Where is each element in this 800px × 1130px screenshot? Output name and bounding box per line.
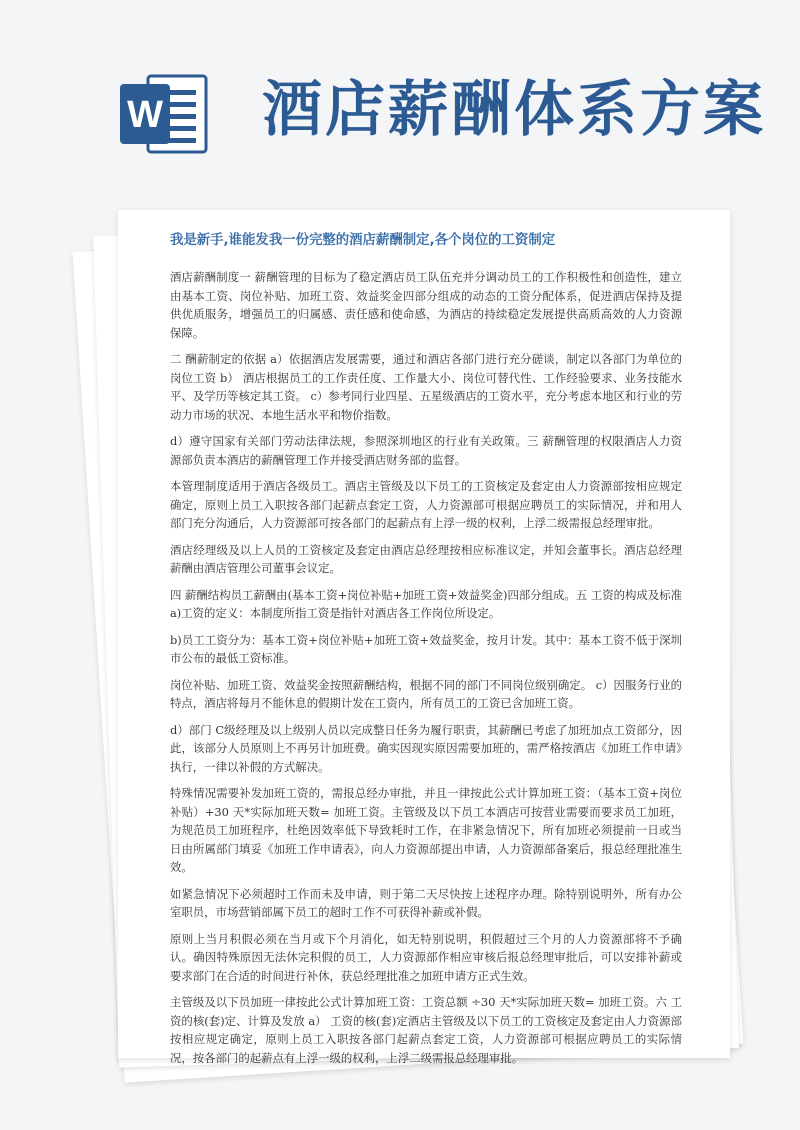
paragraph: 原则上当月积假必须在当月或下个月消化，如无特别说明，积假超过三个月的人力资源部将不予确认。确因特殊原因无法休完积假的员工，人力资源部作相应审核后报总经理审批后，可以安排补薪或要求部门在合适的时间进行补休，获总经理批准之加班申请方正式生效。 xyxy=(170,931,682,983)
paragraph: 本管理制度适用于酒店各级员工。酒店主管级及以下员工的工资核定及套定由人力资源部按相应规定确定，原则上员工入职按各部门起薪点套定工资，人力资源部可根据应聘员工的实际情况，并和用人部门充分沟通后，人力资源部可按各部门的起薪点有上浮一级的权利，上浮二级需报总经理审批。 xyxy=(170,479,682,530)
paragraph: 如紧急情况下必须超时工作而未及申请，则于第二天尽快按上述程序办理。除特别说明外，所有办公室职员，市场营销部属下员工的超时工作不可获得补薪或补假。 xyxy=(170,886,682,919)
document-page xyxy=(118,210,730,1065)
paragraph: d）遵守国家有关部门劳动法律法规，参照深圳地区的行业有关政策。三 薪酬管理的权限酒店人力资源部负责本酒店的薪酬管理工作并接受酒店财务部的监督。 xyxy=(170,434,682,467)
paragraph: 四 薪酬结构员工薪酬由(基本工资+岗位补贴+加班工资+效益奖金)四部分组成。五 工资的构成及标准 a)工资的定义：本制度所指工资是指针对酒店各工作岗位所设定。 xyxy=(170,587,682,620)
document-content xyxy=(170,230,682,1075)
header xyxy=(0,0,800,200)
word-document-icon xyxy=(118,72,210,156)
page-title: 酒店薪酬体系方案 xyxy=(262,75,766,145)
paragraph: 岗位补贴、加班工资、效益奖金按照薪酬结构，根据不同的部门不同岗位级别确定。 c）因服务行业的特点，酒店将每月不能休息的假期计发在工资内，所有员工的工资已含加班工资。 xyxy=(170,677,682,710)
word-icon-letter: W xyxy=(127,94,163,136)
paragraph: 特殊情况需要补发加班工资的，需报总经办审批，并且一律按此公式计算加班工资：（基本工资+岗位补贴）+30 天*实际加班天数= 加班工资。主管级及以下员工本酒店可按营业需要而要求员工加班，为规范员工加班程序，杜绝因效率低下导致耗时工作，在非紧急情况下，所有加班必须提前一日或当日由所属部门填妥《加班工作申请表》，向人力资源部提出申请，人力资源部备案后，报总经理批准生效。 xyxy=(170,786,682,874)
paragraph: d）部门 C级经理及以上级别人员以完成整日任务为履行职责，其薪酬已考虑了加班加点工资部分，因此，该部分人员原则上不再另计加班费。确实因现实原因需要加班的，需严格按酒店《加班工作申请》执行，一律以补假的方式解决。 xyxy=(170,722,682,774)
paragraph: 主管级及以下员加班一律按此公式计算加班工资：工资总额 ÷30 天*实际加班天数= 加班工资。六 工资的核(套)定、计算及发放 a） 工资的核(套)定酒店主管级及以下员工的工资核定及套定由人力资源部按相应规定确定，原则上员工入职按各部门起薪点套定工资，人力资源部可根据应聘员工的实际情况，按各部门的起薪点有上浮一级的权利，上浮二级需报总经理审批。 xyxy=(170,995,682,1065)
paragraph: 酒店经理级及以上人员的工资核定及套定由酒店总经理按相应标准议定，并知会董事长。酒店总经理薪酬由酒店管理公司董事会议定。 xyxy=(170,542,682,575)
paragraph: 二 酬薪制定的依据 a）依据酒店发展需要，通过和酒店各部门进行充分磋谈，制定以各部门为单位的岗位工资 b） 酒店根据员工的工作责任度、工作量大小、岗位可替代性、工作经验要求、业务技能水平、及学历等核定其工资。 c）参考同行业四星、五星级酒店的工资水平，充分考虑本地区和行业的劳动力市场的状况、本地生活水平和物价指数。 xyxy=(170,352,682,422)
question-title: 我是新手,谁能发我一份完整的酒店薪酬制定,各个岗位的工资制定 xyxy=(170,233,556,248)
paragraph: 酒店薪酬制度一 薪酬管理的目标为了稳定酒店员工队伍充并分调动员工的工作积极性和创造性，建立由基本工资、岗位补贴、加班工资、效益奖金四部分组成的动态的工资分配体系，促进酒店保持及提供优质服务，增强员工的归属感、责任感和使命感，为酒店的持续稳定发展提供高质高效的人力资源保障。 xyxy=(170,270,682,340)
paragraph: b)员工工资分为：基本工资+岗位补贴+加班工资+效益奖金，按月计发。其中：基本工资不低于深圳市公布的最低工资标准。 xyxy=(170,632,682,665)
